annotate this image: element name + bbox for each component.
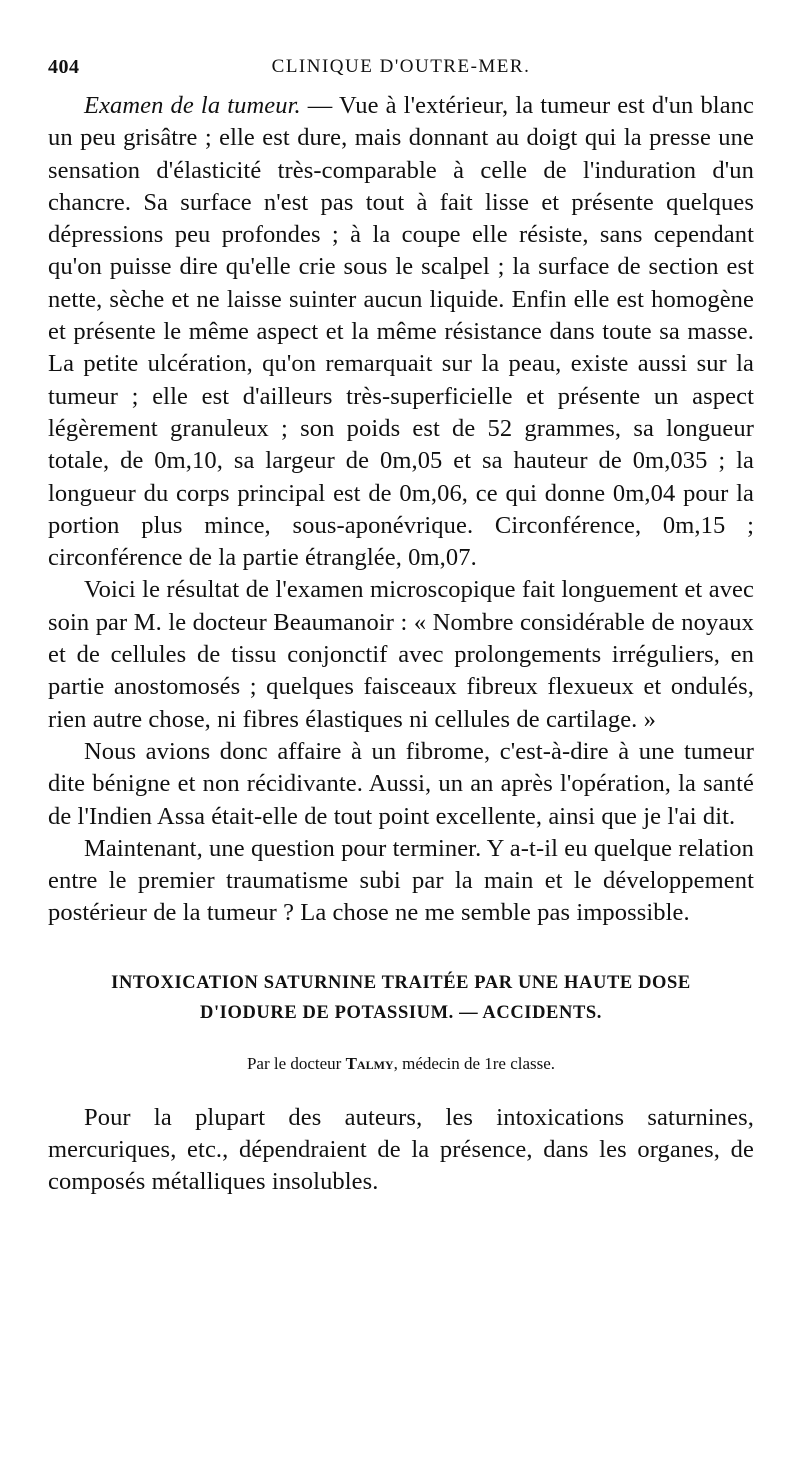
author-byline [48,1054,754,1074]
running-title: CLINIQUE D'OUTRE-MER. [271,56,531,77]
page-number: 404 [48,56,80,78]
paragraph-tumor-exam [48,90,754,574]
author-name: Talmy [345,1053,394,1073]
byline-prefix: Par le docteur [246,1053,346,1073]
section-title-line-1: INTOXICATION SATURNINE TRAITÉE PAR UNE HAUTE DOSE [111,972,691,993]
document-page [48,56,754,1199]
section-title [48,968,754,1028]
page-header [48,56,754,90]
second-article-body [48,1102,754,1199]
byline-suffix: , médecin de 1re classe. [393,1053,556,1073]
paragraph-text: — Vue à l'extérieur, la tumeur est d'un blanc un peu grisâtre ; elle est dure, mais donnant au doigt qui la presse une sensation d'élasticité très-comparable à celle de l'induration d'un chancre. Sa surface n'est pas tout à fait lisse et présente quelques dépressions peu profondes ; à la coupe elle résiste, sans cependant qu'on puisse dire qu'elle crie sous le scalpel ; la surface de section est nette, sèche et ne laisse suinter aucun liquide. Enfin elle est homogène et présente le même aspect et la même résistance dans toute sa masse. La petite ulcération, qu'on remarquait sur la peau, existe aussi sur la tumeur ; elle est d'ailleurs très-superficielle et présente un aspect légèrement granuleux ; son poids est de 52 grammes, sa longueur totale, de 0m,10, sa largeur de 0m,05 et sa hauteur de 0m,035 ; la longueur du corps principal est de 0m,06, ce qui donne 0m,04 pour la portion plus mince, sous-aponévrique. Circonférence, 0m,15 ; circonférence de la partie étranglée, 0m,07. [48,92,754,572]
paragraph-conclusion: Maintenant, une question pour terminer. Y a-t-il eu quelque relation entre le premier traumatisme subi par la main et le développement postérieur de la tumeur ? La chose ne me semble pas impossible. [48,834,754,927]
article-body [48,90,754,930]
paragraph-diagnosis: Nous avions donc affaire à un fibrome, c'est-à-dire à une tumeur dite bénigne et non récidivante. Aussi, un an après l'opération, la santé de l'Indien Assa était-elle de tout point excellente, ainsi que je l'ai dit. [48,737,754,830]
section-title-line-2: D'IODURE DE POTASSIUM. — ACCIDENTS. [199,1002,603,1023]
paragraph-microscopic-exam: Voici le résultat de l'examen microscopique fait longuement et avec soin par M. le docteur Beaumanoir : « Nombre considérable de noyaux et de cellules de tissu conjonctif avec prolongements irréguliers, en partie anostomosés ; quelques faisceaux fibreux flexueux et ondulés, rien autre chose, ni fibres élastiques ni cellules de cartilage. » [48,576,754,733]
paragraph-intro: Pour la plupart des auteurs, les intoxications saturnines, mercuriques, etc., dépendraient de la présence, dans les organes, de composés métalliques insolubles. [48,1103,754,1196]
paragraph-lead: Examen de la tumeur. [84,92,301,119]
